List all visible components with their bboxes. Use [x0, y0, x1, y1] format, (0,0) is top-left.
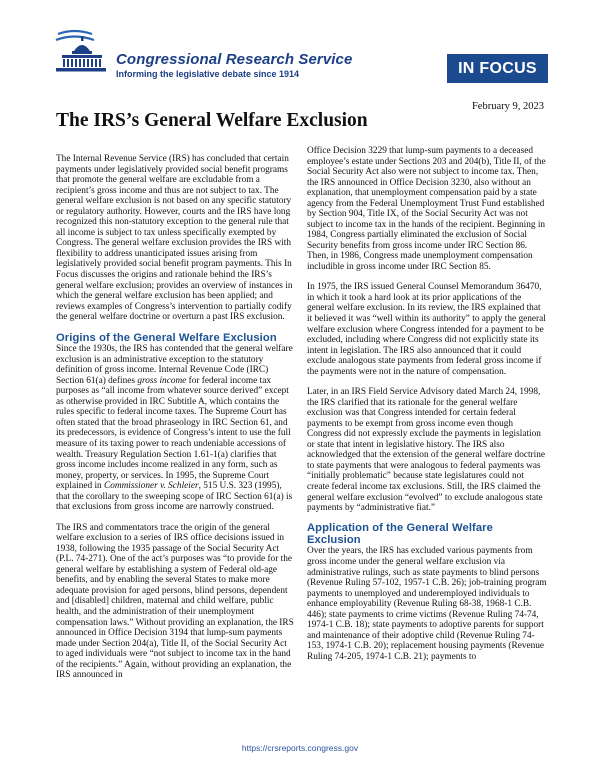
page-title: The IRS’s General Welfare Exclusion	[56, 110, 368, 131]
org-name: Congressional Research Service	[116, 51, 353, 68]
intro-paragraph: The Internal Revenue Service (IRS) has concluded that certain payments under legislatively provided social benefit programs that promote the general welfare are excludable from a recipient’s gross income and thus are not subject to tax. The general welfare exclusion is not based on any specific statutory or regulatory authority. However, courts and the IRS have long recognized this non-statutory exception to the general rule that all income is subject to tax unless specifically exempted by Congress. The general welfare exclusion provides the IRS with flexibility to address unanticipated issues arising from legislatively provided social benefit program payments. This In Focus discusses the origins and rationale behind the IRS’s general welfare exclusion; provides an overview of instances in which the general welfare exclusion has been applied; and reviews examples of Congress’s intervention to partially codify the general welfare doctrine or overturn a past IRS exclusion.	[56, 154, 293, 323]
application-paragraph-1: Over the years, the IRS has excluded various payments from gross income under the general welfare exclusion via administrative rulings, such as state payments to blind persons (Revenue Ruling 57-102, 1957-1 C.B. 26); job-training program payments to unemployed and underemployed individuals to enhance employability (Revenue Ruling 68-38, 1968-1 C.B. 446); state payments to crime victims (Revenue Ruling 74-74, 1974-1 C.B. 18); state payments to adoptive parents for support and maintenance of their adoptive child (Revenue Ruling 74-153, 1974-1 C.B. 20); replacement housing payments (Revenue Ruling 74-205, 1974-1 C.B. 21); payments to	[307, 546, 547, 662]
in-focus-badge: IN FOCUS	[447, 54, 548, 83]
origins-paragraph-4: In 1975, the IRS issued General Counsel Memorandum 36470, in which it took a hard look at its prior applications of the general welfare exclusion. In its review, the IRS explained that it believed it was “well within its authority” to apply the general welfare exclusion where Congress intended for a payment to be excluded, including where Congress did not explicitly state its intent in legislation. The IRS also announced that it could exclude analogous state payments from federal gross income if the payments were not in the nature of compensation.	[307, 282, 546, 377]
footer-url-link[interactable]: https://crsreports.congress.gov	[241, 743, 359, 753]
publication-date: February 9, 2023	[471, 101, 544, 112]
right-column	[307, 146, 547, 672]
section-heading-origins: Origins of the General Welfare Exclusion	[56, 331, 277, 344]
left-column	[56, 154, 296, 691]
org-tagline: Informing the legislative debate since 1914	[116, 69, 300, 79]
origins-paragraph-3: Office Decision 3229 that lump-sum payments to a deceased employee’s estate under Sections 203 and 204(b), Title II, of the Social Security Act also were not subject to income tax. Then, the IRS announced in Office Decision 3230, also without an explanation, that unemployment compensation paid by a state agency from the Federal Unemployment Trust Fund established by Section 904, Title IX, of the Social Security Act was not subject to income tax in the hands of the recipient. Beginning in 1984, Congress partially eliminated the exclusion of Social Security benefits from gross income under IRC Section 86. Then, in 1986, Congress made unemployment compensation includible in gross income under IRC Section 85.	[307, 146, 546, 273]
section-heading-application: Application of the General Welfare Exclusion	[307, 522, 493, 546]
crs-capitol-logo	[54, 28, 106, 76]
origins-paragraph-2: The IRS and commentators trace the origin of the general welfare exclusion to a series of IRS office decisions issued in 1938, following the 1935 passage of the Social Security Act (P.L. 74-271). One of the act’s purposes was “to provide for the general welfare by establishing a system of Federal old-age benefits, and by enabling the several States to make more adequate provision for aged persons, blind persons, dependent and [disabled] children, maternal and child welfare, public health, and the administration of their unemployment compensation laws.” Without providing an explanation, the IRS announced in Office Decision 3194 that lump-sum payments made under Section 204(a), Title II, of the Social Security Act to aged individuals were “not subject to income tax in the hand of the recipients.” Again, without providing an explanation, the IRS announced in	[56, 522, 294, 681]
origins-paragraph-1: Since the 1930s, the IRS has contended that the general welfare exclusion is an administrative exception to the statutory definition of gross income. Internal Revenue Code (IRC) Section 61(a) defines gross income for federal income tax purposes as “all income from whatever source derived” except as otherwise provided in IRC Subtitle A, which contains the rules specific to federal income taxes. The Supreme Court has often stated that the broad phraseology in IRC Section 61, and its predecessors, is evidence of Congress’s intent to use the full measure of its taxing power to reach undeniable accessions of wealth. Treasury Regulation Section 1.61-1(a) clarifies that gross income includes income realized in any form, such as money, property, or services. In 1995, the Supreme Court explained in Commissioner v. Schleier, 515 U.S. 323 (1995), that the corollary to the sweeping scope of IRC Section 61(a) is that exclusions from gross income are narrowly construed.	[56, 344, 293, 513]
origins-paragraph-5: Later, in an IRS Field Service Advisory dated March 24, 1998, the IRS clarified that its rationale for the general welfare exclusion was that Congress intended for certain federal payments to be exempt from gross income even though Congress did not expressly exclude the payments in legislation or state that intent in legislative history. The IRS also acknowledged that the extension of the general welfare doctrine to state payments that were analogous to federal payments was “initially problematic” because state legislatures could not create federal income tax exclusions. Still, the IRS claimed the general welfare exclusion “evolved” to exclude analogous state payments by “administrative fiat.”	[307, 387, 546, 514]
